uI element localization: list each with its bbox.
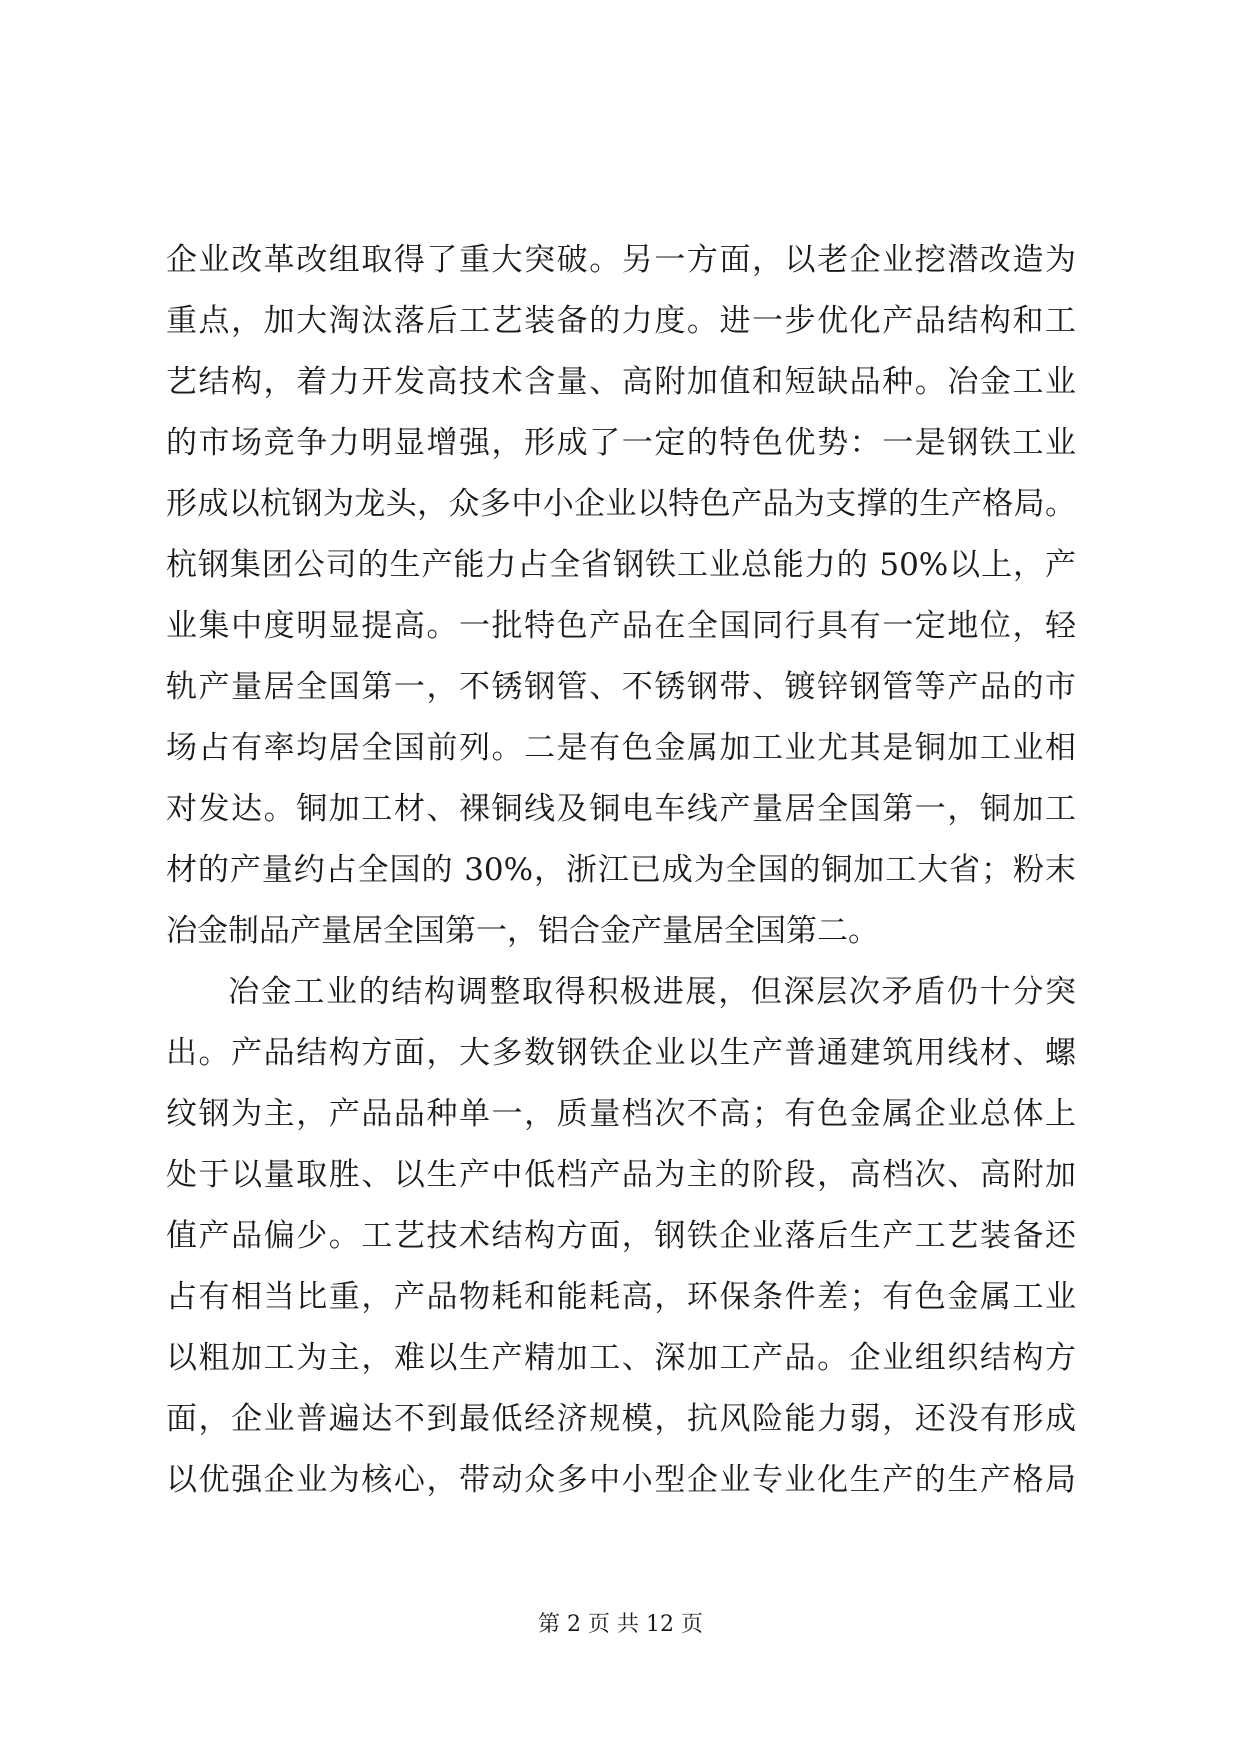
text-line: 艺结构，着力开发高技术含量、高附加值和短缺品种。冶金工业 bbox=[166, 364, 1076, 400]
paragraph-1 bbox=[166, 230, 1076, 962]
text-line: 轨产量居全国第一，不锈钢管、不锈钢带、镀锌钢管等产品的市 bbox=[166, 669, 1076, 705]
text-line: 对发达。铜加工材、裸铜线及铜电车线产量居全国第一，铜加工 bbox=[166, 791, 1076, 827]
text-line: 材的产量约占全国的 30%，浙江已成为全国的铜加工大省；粉末 bbox=[166, 852, 1076, 888]
text-line: 形成以杭钢为龙头，众多中小企业以特色产品为支撑的生产格局。 bbox=[166, 486, 1076, 522]
text-line: 以优强企业为核心，带动众多中小型企业专业化生产的生产格局 bbox=[166, 1462, 1076, 1498]
paragraph-2 bbox=[166, 962, 1076, 1511]
text-line: 业集中度明显提高。一批特色产品在全国同行具有一定地位，轻 bbox=[166, 608, 1076, 644]
text-line: 重点，加大淘汰落后工艺装备的力度。进一步优化产品结构和工 bbox=[166, 303, 1076, 339]
text-line: 值产品偏少。工艺技术结构方面，钢铁企业落后生产工艺装备还 bbox=[166, 1218, 1076, 1254]
text-line: 纹钢为主，产品品种单一，质量档次不高；有色金属企业总体上 bbox=[166, 1096, 1076, 1132]
body-text bbox=[166, 230, 1076, 1511]
text-line: 冶金制品产量居全国第一，铝合金产量居全国第二。 bbox=[166, 913, 879, 949]
text-line: 以粗加工为主，难以生产精加工、深加工产品。企业组织结构方 bbox=[166, 1340, 1076, 1376]
text-line: 场占有率均居全国前列。二是有色金属加工业尤其是铜加工业相 bbox=[166, 730, 1076, 766]
text-line: 杭钢集团公司的生产能力占全省钢铁工业总能力的 50%以上，产 bbox=[166, 547, 1076, 583]
text-line: 面，企业普遍达不到最低经济规模，抗风险能力弱，还没有形成 bbox=[166, 1401, 1076, 1437]
text-line: 的市场竞争力明显增强，形成了一定的特色优势：一是钢铁工业 bbox=[166, 425, 1076, 461]
text-line: 处于以量取胜、以生产中低档产品为主的阶段，高档次、高附加 bbox=[166, 1157, 1076, 1193]
text-line: 出。产品结构方面，大多数钢铁企业以生产普通建筑用线材、螺 bbox=[166, 1035, 1076, 1071]
text-line: 冶金工业的结构调整取得积极进展，但深层次矛盾仍十分突 bbox=[228, 974, 1076, 1010]
page-number-footer: 第 2 页 共 12 页 bbox=[538, 1612, 703, 1637]
text-line: 企业改革改组取得了重大突破。另一方面，以老企业挖潜改造为 bbox=[166, 242, 1076, 278]
text-line: 占有相当比重，产品物耗和能耗高，环保条件差；有色金属工业 bbox=[166, 1279, 1076, 1315]
